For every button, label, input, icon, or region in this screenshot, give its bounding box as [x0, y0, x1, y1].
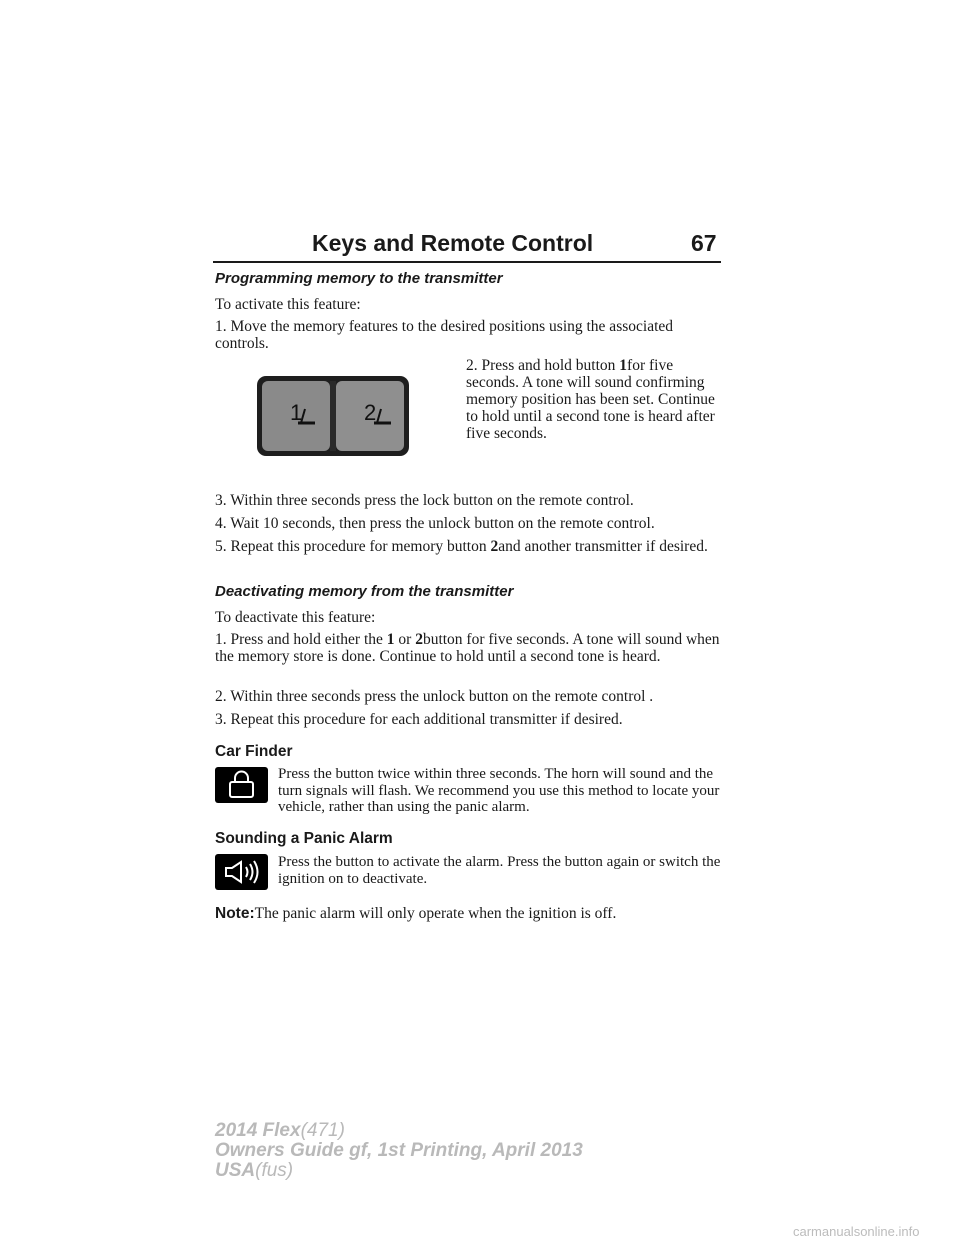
button-2-ref: 2 — [490, 538, 499, 555]
footer-line-2: Owners Guide gf, 1st Printing, April 2013 — [215, 1140, 583, 1161]
page-number: 67 — [691, 230, 717, 256]
car-finder-text: Press the button twice within three seconds. The horn will sound and the turn signals will flash. We recommend you use this method to locate your vehicle, rather than using the panic alarm. — [278, 766, 720, 815]
programming-heading: Programming memory to the transmitter — [215, 270, 503, 287]
lock-icon — [215, 767, 268, 803]
watermark: carmanualsonline.info — [793, 1224, 920, 1239]
programming-intro: To activate this feature: — [215, 296, 361, 313]
car-finder-heading: Car Finder — [215, 743, 293, 760]
panic-alarm-text: Press the button to activate the alarm. Press the button again or switch the ignition on to deactivate. — [278, 854, 721, 887]
deactivating-intro: To deactivate this feature: — [215, 609, 376, 626]
button-1-ref: 1 — [619, 357, 628, 374]
programming-step-4: 4. Wait 10 seconds, then press the unlock button on the remote control. — [215, 515, 655, 532]
deactivating-step-3: 3. Repeat this procedure for each additional transmitter if desired. — [215, 711, 623, 728]
horn-icon — [215, 854, 268, 890]
deactivating-step-2: 2. Within three seconds press the unlock button on the remote control . — [215, 688, 654, 705]
deactivating-step-1: 1. Press and hold either the 1 or 2button for five seconds. A tone will sound when the memory store is done. Continue to hold until a second tone is heard. — [215, 631, 720, 665]
deactivating-heading: Deactivating memory from the transmitter — [215, 583, 514, 600]
programming-step-3: 3. Within three seconds press the lock button on the remote control. — [215, 492, 634, 509]
programming-step-5: 5. Repeat this procedure for memory button 2and another transmitter if desired. — [215, 538, 708, 555]
memory-button-2-label: 2 — [364, 400, 377, 425]
footer-line-3: USA(fus) — [215, 1160, 294, 1181]
panic-alarm-heading: Sounding a Panic Alarm — [215, 830, 393, 847]
header-divider — [213, 261, 721, 263]
page-section-title: Keys and Remote Control — [312, 230, 594, 256]
memory-buttons-image — [256, 375, 410, 457]
programming-step-1: 1. Move the memory features to the desired positions using the associated controls. — [215, 318, 674, 352]
programming-step-2: 2. Press and hold button 1for five seconds. A tone will sound confirming memory position has been set. Continue to hold until a second tone is heard after five seconds. — [466, 357, 715, 442]
panic-note: Note:The panic alarm will only operate when the ignition is off. — [215, 905, 617, 922]
note-label: Note: — [215, 905, 255, 922]
footer-line-1: 2014 Flex(471) — [215, 1120, 345, 1141]
memory-button-1-label: 1 — [290, 400, 303, 425]
